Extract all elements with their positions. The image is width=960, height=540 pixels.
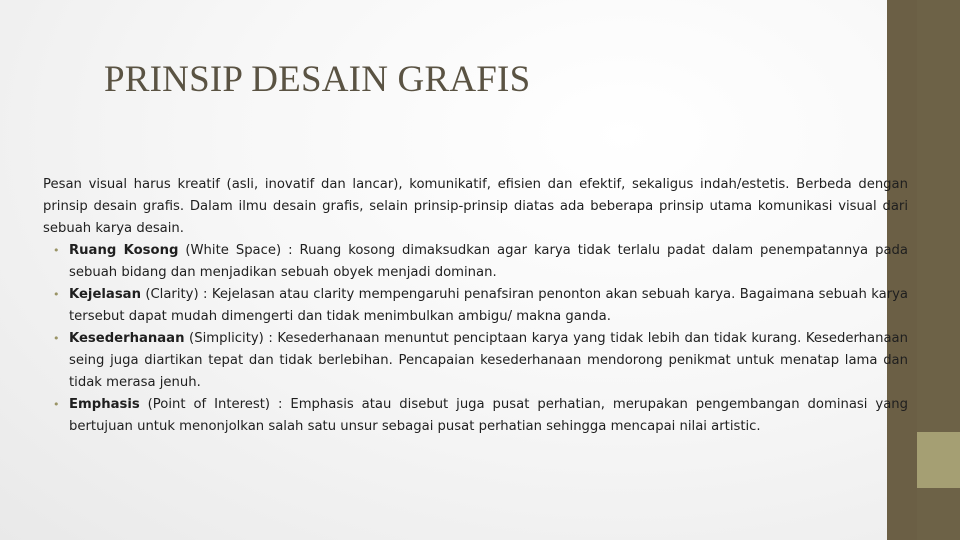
intro-paragraph: Pesan visual harus kreatif (asli, inovatif dan lancar), komunikatif, efisien dan efektif, sekaligus indah/estetis. Berbeda dengan prinsip desain grafis. Dalam ilmu desain grafis, selain prinsip-prinsip diatas ada beberapa prinsip utama komunikasi visual dari sebuah karya desain. (43, 177, 908, 236)
principle-term: Ruang Kosong (69, 243, 179, 258)
bullet-icon: • (53, 244, 60, 257)
list-item (53, 328, 908, 394)
principle-description: (Point of Interest) : Emphasis atau disebut juga pusat perhatian, merupakan pengembangan dominasi yang bertujuan untuk menonjolkan salah satu unsur sebagai pusat perhatian sehingga mencapai nilai artistic. (69, 397, 908, 434)
list-item (53, 284, 908, 328)
decorative-accent-block (917, 432, 960, 488)
list-item (53, 240, 908, 284)
slide-title: PRINSIP DESAIN GRAFIS (104, 59, 531, 100)
bullet-icon: • (53, 332, 60, 345)
slide-body (43, 174, 908, 438)
principles-list (43, 240, 908, 438)
bullet-icon: • (53, 398, 60, 411)
principle-term: Kejelasan (69, 287, 141, 302)
principle-term: Emphasis (69, 397, 140, 412)
list-item (53, 394, 908, 438)
principle-term: Kesederhanaan (69, 331, 185, 346)
bullet-icon: • (53, 288, 60, 301)
principle-description: (White Space) : Ruang kosong dimaksudkan agar karya tidak terlalu padat dalam penempatannya pada sebuah bidang dan menjadikan sebuah obyek menjadi dominan. (69, 243, 908, 280)
principle-description: (Simplicity) : Kesederhanaan menuntut penciptaan karya yang tidak lebih dan tidak kurang. Kesederhanaan seing juga diartikan tepat dan tidak berlebihan. Pencapaian kesederhanaan mendorong penikmat untuk menatap lama dan tidak merasa jenuh. (69, 331, 908, 390)
principle-description: (Clarity) : Kejelasan atau clarity mempengaruhi penafsiran penonton akan sebuah karya. Bagaimana sebuah karya tersebut dapat mudah dimengerti dan tidak menimbulkan ambigu/ makna ganda. (69, 287, 908, 324)
